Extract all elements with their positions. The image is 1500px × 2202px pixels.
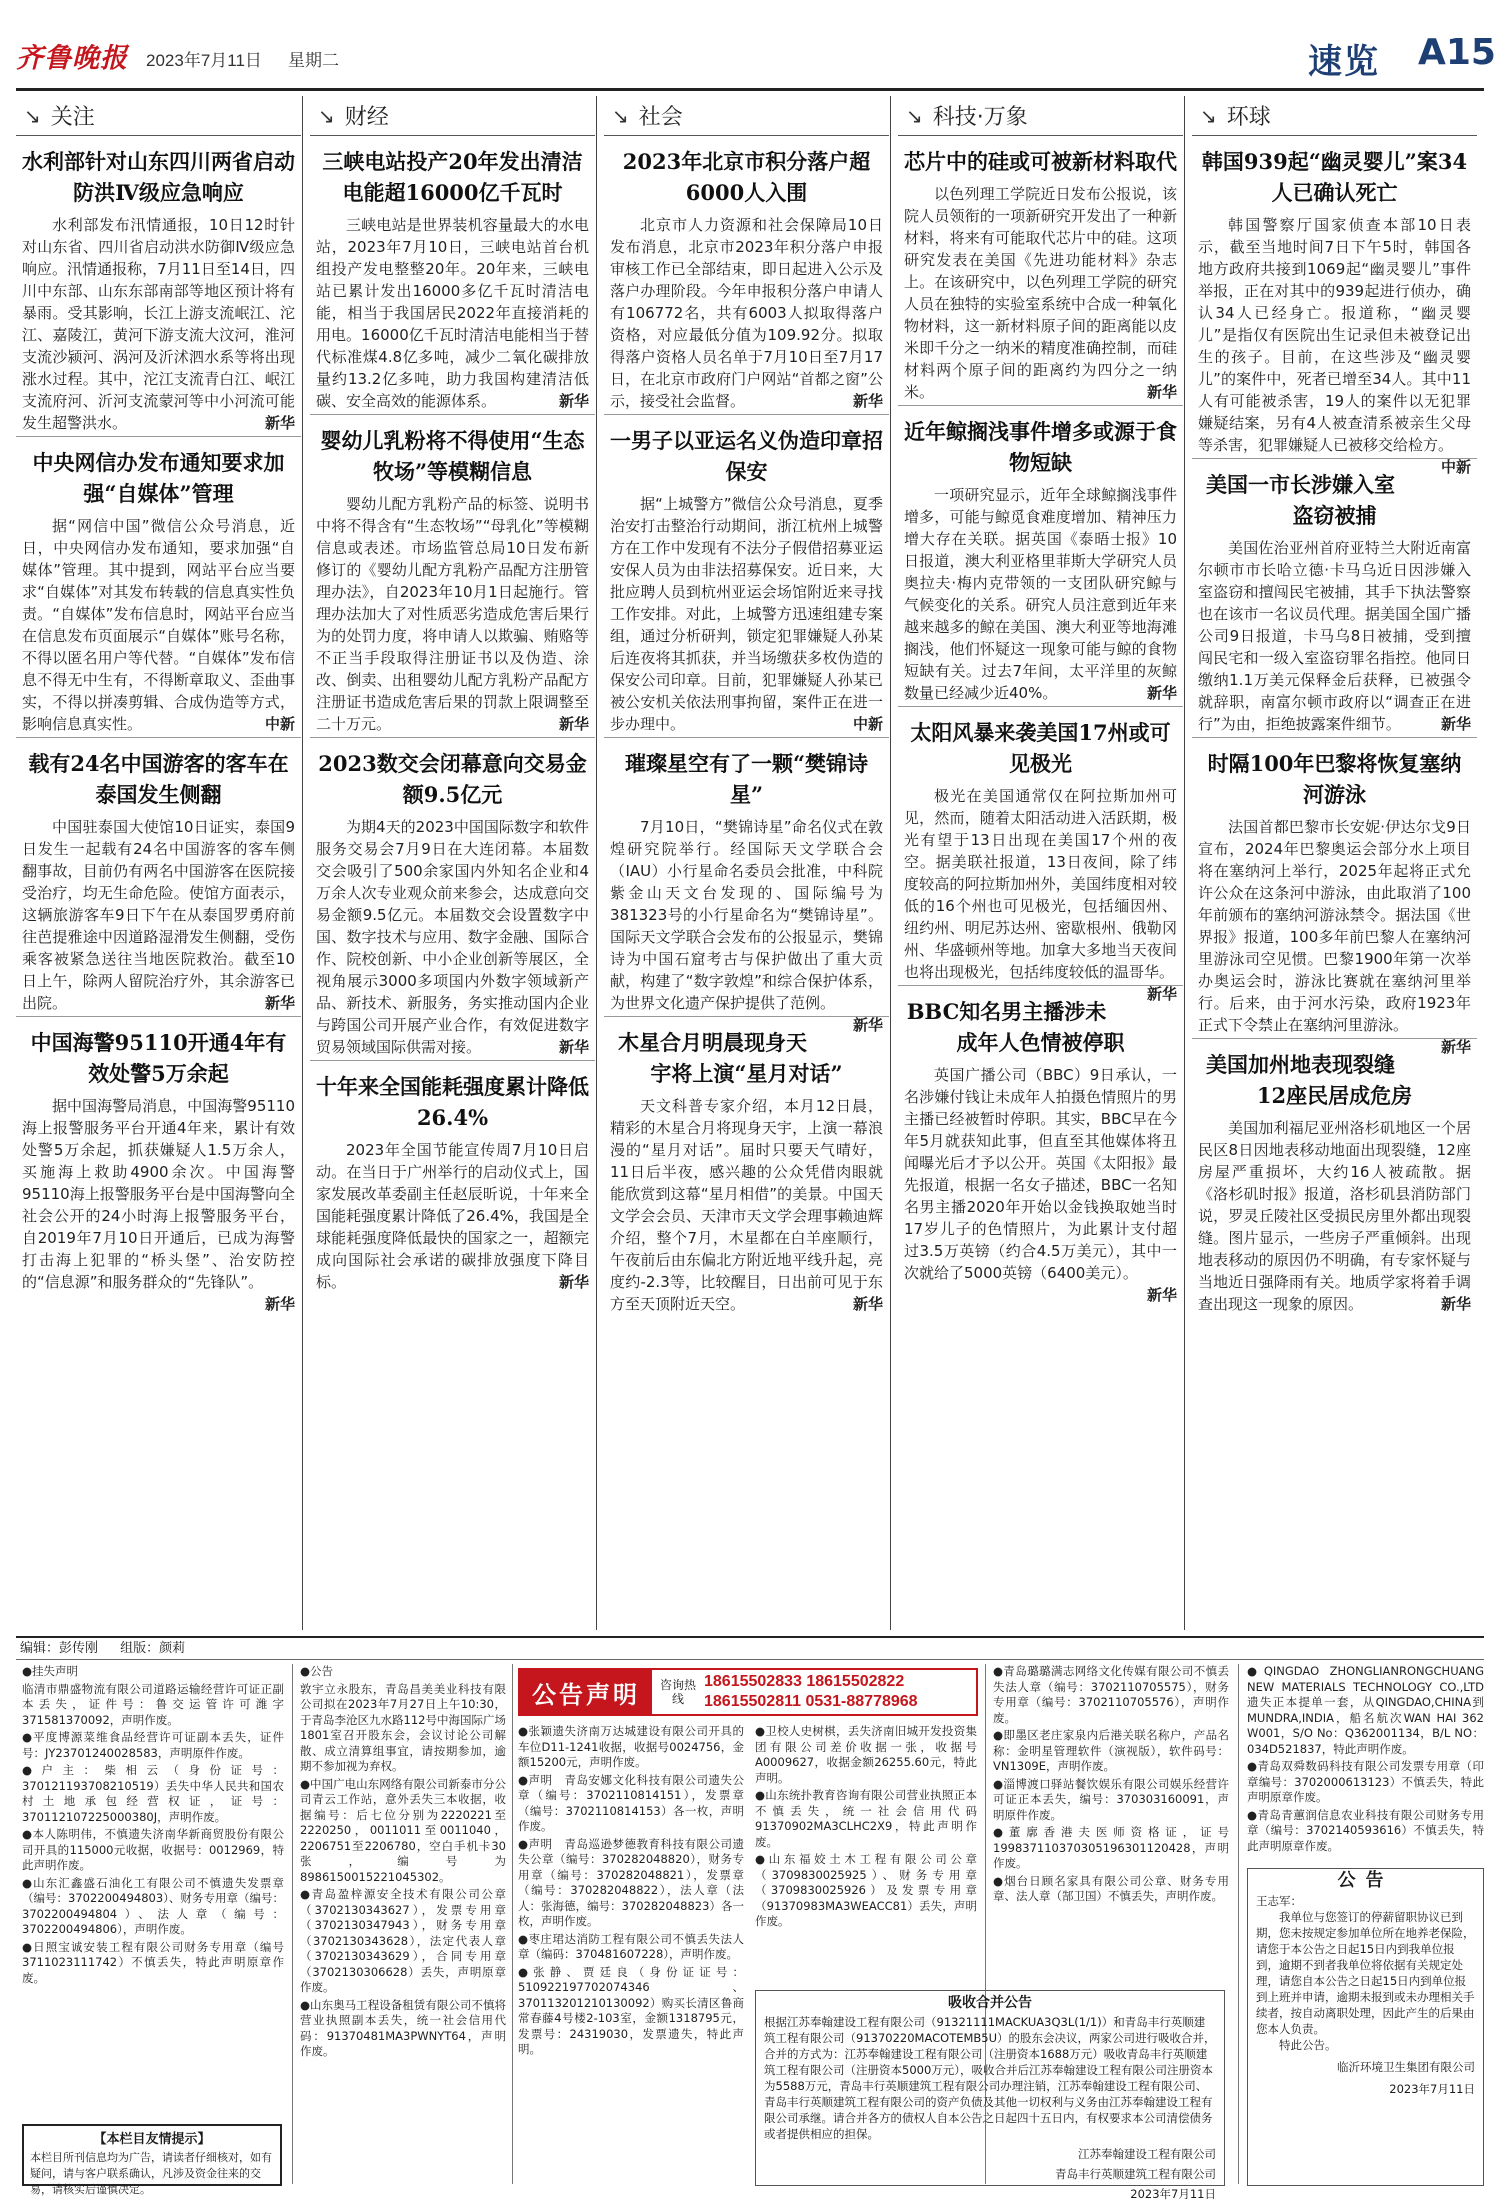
arrow-icon: ↘ [318, 103, 335, 128]
article-source: 新华 [264, 994, 295, 1012]
news-article [310, 414, 595, 737]
news-article [1192, 136, 1477, 476]
announcement-title: 公告 [1337, 1870, 1394, 1891]
column-header [604, 96, 889, 136]
article-text: 据中国海警局消息，中国海警95110海上报警服务平台开通4年来，累计有效处警5万余起，抓获嫌疑人1.5万余人，买施海上救助4900余次。中国海警95110海上报警服务平台是中国海警向全社会公开的24小时海上报警服务平台，自2019年7月10日开通后，已成为海警打击海上犯罪的“桥头堡”、治安防控的“信息源”和服务群众的“先锋队”。 [22, 1097, 295, 1291]
classified-notice: ●董廓香港夫医师资格证，证号199837110370305196301120428，声明作废。 [993, 1825, 1229, 1870]
article-headline: 近年鲸搁浅事件增多或源于食物短缺 [904, 419, 1177, 475]
notices-column-3 [518, 1724, 744, 2184]
article-source: 新华 [852, 1295, 883, 1313]
article-headline: 载有24名中国游客的客车在泰国发生侧翻 [28, 751, 289, 807]
news-article [1192, 737, 1477, 1056]
notice-ad-banner [518, 1668, 978, 1716]
column-name: 环球 [1226, 105, 1271, 130]
merger-signature-2: 青岛丰行英顺建筑工程有限公司 [1055, 2167, 1216, 2181]
article-source: 新华 [264, 414, 295, 432]
classified-notice: ●青岛盈梓源安全技术有限公司公章（3702130343627），发票专用章（3702130347943），财务专用章（3702130343628），法定代表人章（3702130343629），合同专用章（3702130306628）丢失，声明原章作废。 [300, 1887, 506, 1994]
classified-notice: ●山东汇鑫盛石油化工有限公司不慎遗失发票章（编号：3702200494803）、财务专用章（编号：3702200494804）、法人章（编号：3702200494806），声明作废。 [22, 1875, 284, 1936]
article-body [610, 493, 883, 735]
classified-notice: ●平度博源菜维食品经营许可证副本丢失，证件号：JY23701240028583，声明原件作废。 [22, 1730, 284, 1760]
article-source: 中新 [264, 715, 295, 733]
article-headline: 2023数交会闭幕意向交易金额9.5亿元 [318, 751, 587, 807]
classified-notice: ●山东奥马工程设备租赁有限公司不慎将营业执照副本丢失，统一社会信用代码：91370481MA3PWNYT64，声明作废。 [300, 1997, 506, 2058]
article-source: 新华 [264, 1295, 295, 1313]
article-body [22, 214, 295, 434]
article-headline: 璀璨星空有了一颗“樊锦诗星” [624, 751, 869, 807]
article-text: 婴幼儿配方乳粉产品的标签、说明书中将不得含有“生态牧场”“母乳化”等模糊信息或表述。市场监管总局10日发布新修订的《婴幼儿配方乳粉产品配方注册管理办法》，自2023年10月1日起施行。管理办法加大了对性质恶劣造成危害后果行为的处罚力度，将申请人以欺骗、贿赂等不正当手段取得注册证书以及伪造、涂改、倒卖、出租婴幼儿配方乳粉产品配方注册证书造成危害后果的罚款上限调整至二十万元。 [316, 495, 589, 733]
article-text: 三峡电站是世界装机容量最大的水电站，2023年7月10日，三峡电站首台机组投产发电整整20年。20年来，三峡电站已累计发出16000多亿千瓦时清洁电能，相当于我国居民2022年直接消耗的用电。16000亿千瓦时清洁电能相当于替代标准煤4.8亿多吨，减少二氧化碳排放量约13.2亿多吨，助力我国构建清洁低碳、安全高效的能源体系。 [316, 216, 589, 410]
article-headline: 时隔100年巴黎将恢复塞纳河游泳 [1207, 751, 1462, 807]
masthead-rule [16, 88, 1484, 91]
news-article [604, 136, 889, 414]
classified-notice: 临清市鼎盛物流有限公司道路运输经营许可证正副本丢失，证件号：鲁交运管许可潍字371581370092，声明作废。 [22, 1681, 284, 1727]
article-body [904, 785, 1177, 1003]
arrow-icon: ↘ [24, 103, 41, 128]
article-source: 新华 [852, 1016, 883, 1034]
article-body [1198, 537, 1471, 735]
article-headline: 韩国939起“幽灵婴儿”案34人已确认死亡 [1201, 149, 1468, 205]
article-body [316, 214, 589, 412]
column-name: 科技·万象 [932, 105, 1028, 130]
notices-column-6 [1247, 1664, 1484, 1864]
article-source: 新华 [1146, 383, 1177, 401]
article-source: 中新 [1440, 458, 1471, 476]
article-body [904, 484, 1177, 704]
ad-phone-line-2: 18615502811 0531-88778968 [704, 1693, 918, 1710]
notices-divider [292, 1664, 293, 2184]
classified-notice: ●山东统扑教育咨询有限公司营业执照正本不慎丢失，统一社会信用代码91370902MA3CLHC2X9，特此声明作废。 [755, 1788, 977, 1849]
column-divider [596, 96, 597, 1630]
designer-credit: 组版：颜莉 [120, 1641, 186, 1656]
news-column [604, 96, 889, 1630]
news-column [310, 96, 595, 1630]
classified-notice: ●张静、贾廷良（身份证证号：510922197702074346、370113201210130092）购买长清区鲁商常春藤4号楼2-103室，金额1318795元，发票号：24319030，发票遗失，特此声明。 [518, 1964, 744, 2056]
article-body [22, 515, 295, 735]
article-text: 英国广播公司（BBC）9日承认，一名涉嫌付钱让未成年人拍摄色情照片的男主播已经被暂时停职。其实，BBC早在今年5月就获知此事，但直至其他媒体将丑闻曝光后才予以公开。英国《太阳报》最先报道，根据一名女子描述，BBC一名知名男主播2020年开始以金钱换取她当时17岁儿子的色情照片，为此累计支付超过3.5万英镑（约合4.5万美元），其中一次就给了5000英镑（6400美元）。 [904, 1066, 1177, 1282]
page-number: A15 [1418, 32, 1496, 73]
article-text: 为期4天的2023中国国际数字和软件服务交易会7月9日在大连闭幕。本届数交会吸引了500余家国内外知名企业和4万余人次专业观众前来参会，达成意向交易金额9.5亿元。本届数交会设置数字中国、数字技术与应用、数字金融、国际合作、院校创新、中小企业创新等展区，全视角展示3000多项国内外数字领域新产品、新技术、新服务，务实推动国内企业与跨国公司开展产业合作，有效促进数字贸易领域国际供需对接。 [316, 818, 589, 1056]
article-headline: 一男子以亚运名义伪造印章招保安 [610, 428, 883, 484]
article-text: 天文科普专家介绍，本月12日晨，精彩的木星合月将现身天宇，上演一幕浪漫的“星月对话”。届时只要天气晴好，11日后半夜，感兴趣的公众凭借肉眼就能欣赏到这幕“星月相借”的美景。中国天文学会会员、天津市天文学会理事赖迪辉介绍，整个7月，木星都在白羊座顺行，午夜前后由东偏北方附近地平线升起，亮度约-2.3等，比较醒目，日出前可见于东方至天顶附近天空。 [610, 1097, 883, 1313]
merger-notice-title: 吸收合并公告 [948, 1995, 1032, 2011]
masthead [16, 28, 1496, 84]
section-title: 速览 [1308, 42, 1380, 82]
article-text: 据“网信中国”微信公众号消息，近日，中央网信办发布通知，要求加强“自媒体”管理。其中提到，网站平台应当要求“自媒体”对其发布转载的信息真实性负责。“自媒体”发布信息时，网站平台应当在信息发布页面展示“自媒体”账号名称，不得以匿名用户等代替。“自媒体”发布信息不得无中生有，不得断章取义、歪曲事实，不得以拼凑剪辑、合成伪造等方式，影响信息真实性。 [22, 517, 295, 733]
article-body [1198, 214, 1471, 476]
column-header [898, 96, 1183, 136]
classified-notice: ●张颖遗失济南万达城建设有限公司开具的车位D11-1241收据，收据号0024756，金额15200元，声明作废。 [518, 1724, 744, 1769]
news-article [1192, 1038, 1477, 1317]
announcement-text: 我单位与您签订的停薪留职协议已到期，您未按规定参加单位所在地养老保险，请您于本公告之日起15日内到我单位报到，逾期不到者我单位将依据有关规定处理，请您自本公告之日起15日内到单位报到上班并申请，逾期未报到或未办理相关手续者，按自动离职处理，因此产生的后果由您本人负责。 [1256, 1910, 1475, 2036]
news-article [898, 706, 1183, 1003]
article-body [610, 816, 883, 1034]
news-column [898, 96, 1183, 1630]
news-article [1192, 458, 1477, 737]
classified-notice: ●枣庄珺达消防工程有限公司不慎丢失法人章（编码：370481607228），声明作废。 [518, 1931, 744, 1961]
article-text: 水利部发布汛情通报，10日12时针对山东省、四川省启动洪水防御Ⅳ级应急响应。汛情通报称，7月11日至14日，四川中东部、山东东部南部等地区预计将有暴雨。受其影响，长江上游支流岷江、沱江、嘉陵江，黄河下游支流大汶河，淮河支流沙颍河、涡河及沂沭泗水系等将出现涨水过程。其中，沱江支流青白江、岷江支流府河、沂河支流蒙河等中小河流可能发生超警洪水。 [22, 216, 295, 432]
article-headline: 十年来全国能耗强度累计降低26.4% [316, 1074, 589, 1130]
article-text: 韩国警察厅国家侦查本部10日表示，截至当地时间7日下午5时，韩国各地方政府共接到1069起“幽灵婴儿”事件举报，正在对其中的939起进行侦办，确认34人已经身亡。报道称，“幽灵婴儿”是指仅有医院出生记录但未被登记出生的孩子。目前，在这些涉及“幽灵婴儿”的案件中，死者已增至34人。其中11人有可能被杀害，19人的案件以无犯罪嫌疑结案，另有4人被查清系被亲生父母等杀害，犯罪嫌疑人已被移交给检方。 [1198, 216, 1471, 454]
news-article [310, 136, 595, 414]
notices-divider [1238, 1664, 1239, 2184]
announcement-closing: 特此公告。 [1279, 2038, 1337, 2052]
article-source: 新华 [852, 392, 883, 410]
news-article [898, 136, 1183, 405]
classified-notice: ●声明 青岛巡逊梦德教育科技有限公司遗失公章（编号：370282048820），财务专用章（编号：370282048821），发票章（编号：370282048822），法人章（法人：张海德，编号：370282048823）各一枚，声明作废。 [518, 1836, 744, 1928]
news-article [16, 737, 301, 1016]
article-body [904, 183, 1177, 403]
article-text: 极光在美国通常仅在阿拉斯加州可见，然而，随着太阳活动进入活跃期，极光有望于13日出现在美国17个州的夜空。据美联社报道，13日夜间，除了纬度较高的阿拉斯加州外，美国纬度相对较低的16个州也可见极光，包括缅因州、纽约州、明尼苏达州、密歇根州、俄勒冈州、华盛顿州等地。加拿大多地当天夜间也将出现极光，包括纬度较低的温哥华。 [904, 787, 1177, 981]
article-headline: 美国一市长涉嫌入室盗窃被捕 [1205, 472, 1395, 528]
article-source: 中新 [852, 715, 883, 733]
classified-notice: ●卫校人史树棋，丢失济南旧城开发投资集团有限公司差价收据一张，收据号A0009627，收据金额26255.60元，特此声明。 [755, 1724, 977, 1785]
article-source: 新华 [558, 1038, 589, 1056]
news-article [310, 737, 595, 1060]
article-body [1198, 816, 1471, 1056]
article-text: 美国佐治亚州首府亚特兰大附近南富尔顿市市长哈立德·卡马乌近日因涉嫌入室盗窃和擅闯民宅被捕，其手下执法警察也在该市一名议员代理。据美国全国广播公司9日报道，卡马乌8日被捕，受到擅闯民宅和一级入室盗窃罪名指控。他同日缴纳1.1万美元保释金后获释，已被强令就辞职，南富尔顿市政府以“调查正在进行”为由，拒绝披露案件细节。 [1198, 539, 1471, 733]
column-header [1192, 96, 1477, 136]
article-text: 法国首都巴黎市长安妮·伊达尔戈9日宣布，2024年巴黎奥运会部分水上项目将在塞纳河上举行，2025年起将正式允许公众在这条河中游泳，由此取消了100年前颁布的塞纳河游泳禁令。据法国《世界报》报道，100多年前巴黎人在塞纳河里游泳司空见惯。巴黎1900年第一次举办奥运会时，游泳比赛就在塞纳河里举行。后来，由于河水污染，政府1923年正式下令禁止在塞纳河里游泳。 [1198, 818, 1471, 1034]
article-source: 新华 [558, 715, 589, 733]
ad-phone-line-1: 18615502833 18615502822 [704, 1673, 905, 1690]
announcement-addressee: 王志军： [1256, 1894, 1302, 1908]
arrow-icon: ↘ [906, 103, 923, 128]
article-headline: 中国海警95110开通4年有效处警5万余起 [30, 1030, 287, 1086]
article-headline: 太阳风暴来袭美国17州或可见极光 [910, 720, 1171, 776]
classified-notice: ●声明 青岛安娜文化科技有限公司遗失公章（编号：3702110814151），发票章（编号：3702110814153）各一枚，声明作废。 [518, 1772, 744, 1833]
article-source: 新华 [1440, 1295, 1471, 1313]
column-header [310, 96, 595, 136]
news-article [898, 985, 1183, 1304]
column-divider [1184, 96, 1185, 1630]
classified-notice: ●日照宝诚安装工程有限公司财务专用章（编号3711023111742）不慎丢失，特此声明原章作废。 [22, 1939, 284, 1985]
column-name: 社会 [638, 105, 683, 130]
news-article [16, 1016, 301, 1313]
classified-notice: ●公告 [300, 1664, 334, 1678]
merger-notice-text: 根据江苏奉翰建设工程有限公司（91321111MACKUA3Q3L(1/1)）和青岛丰行英顺建筑工程有限公司（91370220MACOTEMB5U）的股东会决议，两家公司进行吸收合并，合并的方式为：江苏奉翰建设工程有限公司（注册资本1688万元）吸收青岛丰行英顺建筑工程有限公司（注册资本5000万元），吸收合并后江苏奉翰建设工程有限公司注册资本为5588万元，青岛丰行英顺建筑工程有限公司办理注销，江苏奉翰建设工程有限公司、青岛丰行英顺建筑工程有限公司的资产负债及其他一切权利与义务由江苏奉翰建设工程有限公司承继。请合并各方的债权人自本公告之日起四十五日内，有权要求本公司清偿债务或者提供相应的担保。 [764, 2015, 1216, 2141]
article-headline: 水利部针对山东四川两省启动防洪Ⅳ级应急响应 [22, 149, 295, 205]
article-text: 北京市人力资源和社会保障局10日发布消息，北京市2023年积分落户申报审核工作已全部结束，即日起进入公示及落户办理阶段。今年申报积分落户申请人有106772名，共有6003人拟取得落户资格，对应最低分值为109.92分。拟取得落户资格人员名单于7月10日至7月17日，在北京市政府门户网站“首都之窗”公示，接受社会监督。 [610, 216, 883, 410]
arrow-icon: ↘ [1200, 103, 1217, 128]
column-divider [302, 96, 303, 1630]
article-headline: 中央网信办发布通知要求加强“自媒体”管理 [32, 450, 285, 506]
article-headline: 三峡电站投产20年发出清洁电能超16000亿千瓦时 [322, 149, 583, 205]
issue-weekday: 星期二 [288, 51, 339, 70]
classified-notice: ●青岛青蕙润信息农业科技有限公司财务专用章（编号：3702140593616）不慎丢失，特此声明原章作废。 [1247, 1807, 1484, 1853]
news-article [898, 405, 1183, 706]
article-text: 2023年全国节能宣传周7月10日启动。在当日于广州举行的启动仪式上，国家发展改革委副主任赵辰昕说，十年来全国能耗强度累计降低了26.4%，我国是全球能耗强度降低最快的国家之一，超额完成向国际社会承诺的碳排放强度下降目标。 [316, 1141, 589, 1291]
article-source: 新华 [1146, 684, 1177, 702]
article-text: 一项研究显示，近年全球鲸搁浅事件增多，可能与鲸觅食难度增加、精神压力增大存在关联。据英国《泰晤士报》10日报道，澳大利亚格里菲斯大学研究人员奥拉夫·梅内克带领的一支团队研究鲸与气候变化的关系。研究人员注意到近年来越来越多的鲸在美国、澳大利亚等地海滩搁浅，他们怀疑这一现象可能与鲸的食物短缺有关。过去7年间，太平洋里的灰鲸数量已经减少近40%。 [904, 486, 1177, 702]
announcement-org: 临沂环境卫生集团有限公司 [1337, 2060, 1475, 2074]
column-name: 关注 [50, 105, 95, 130]
friendly-reminder-title: 【本栏目友情提示】 [93, 2132, 211, 2147]
article-headline: 2023年北京市积分落户超6000人入围 [622, 149, 871, 205]
column-divider [890, 96, 891, 1630]
classified-notice: ●中国广电山东网络有限公司新泰市分公司青云工作站，意外丢失三本收据，收据编号：后七位分别为2220221至2220250，0011011至0011040，2206751至2206780，空白手机卡30张，编号为8986150015221045302。 [300, 1776, 506, 1884]
article-body [1198, 1117, 1471, 1315]
classified-notice: ●即墨区老庄家泉内后港关联名称户，产品名称：金明星管理软件（演视版），软件码号：VN1309E，声明作废。 [993, 1728, 1229, 1773]
article-headline: 芯片中的硅或可被新材料取代 [904, 149, 1177, 174]
friendly-reminder-text: 本栏目所刊信息均为广告，请读者仔细核对，如有疑问，请与客户联系确认，凡涉及资金往来的交易，请核实后谨慎决定。 [30, 2151, 272, 2196]
article-body [904, 1064, 1177, 1304]
news-article [16, 436, 301, 737]
article-text: 据“上城警方”微信公众号消息，夏季治安打击整治行动期间，浙江杭州上城警方在工作中发现有不法分子假借招募亚运安保人员为由非法招募保安。近日来，大批应聘人员到杭州亚运会场馆附近来寻找工作安排。对此，上城警方迅速组建专案组，通过分析研判，锁定犯罪嫌疑人孙某后连夜将其抓获，并当场缴获多枚伪造的保安公司印章。目前，犯罪嫌疑人孙某已被公安机关依法刑事拘留，案件正在进一步办理中。 [610, 495, 883, 733]
article-headline: 美国加州地表现裂缝12座民居成危房 [1205, 1052, 1413, 1108]
notices-column-4 [755, 1724, 977, 1984]
classified-notice: ●QINGDAO ZHONGLIANRONGCHUANG NEW MATERIALS TECHNOLOGY CO.,LTD遗失正本提单一套，从QINGDAO,CHINA到MUNDRA,INDIA，船名航次WAN HAI 362 W001，S/O No：Q362001134，B/L NO：034D521837，特此声明作废。 [1247, 1664, 1484, 1756]
news-article [310, 1060, 595, 1295]
friendly-reminder-box [22, 2124, 282, 2196]
article-source: 新华 [558, 392, 589, 410]
ad-hotline-label: 咨询热线 [659, 1678, 696, 1706]
column-header [16, 96, 301, 136]
column-name: 财经 [344, 105, 389, 130]
notices-column-1 [22, 1664, 284, 2114]
public-announcement [1247, 1868, 1484, 2186]
news-column [1192, 96, 1477, 1630]
article-source: 新华 [1146, 985, 1177, 1003]
editors-line [16, 1636, 1484, 1660]
notices-divider [512, 1664, 513, 2184]
issue-date: 2023年7月11日 [146, 51, 262, 70]
article-source: 新华 [1440, 1038, 1471, 1056]
classified-notice: ●青岛璐璐满志网络文化传媒有限公司不慎丢失法人章（编号：3702110705575），财务专用章（编号：3702110705576），声明作废。 [993, 1664, 1229, 1725]
notices-column-5 [993, 1664, 1229, 1984]
article-source: 新华 [1440, 715, 1471, 733]
article-body [316, 816, 589, 1058]
classified-notice: 敦宇立永股东，青岛昌美美业科技有限公司拟在2023年7月27日上午10:30，于青岛李沧区九水路112号中海国际广场1801室召开股东会，会议讨论公司解散、成立清算组事宜，请按期参加，逾期不参加视为弃权。 [300, 1681, 506, 1773]
article-text: 7月10日，“樊锦诗星”命名仪式在敦煌研究院举行。经国际天文学联合会（IAU）小行星命名委员会批准，中科院紫金山天文台发现的、国际编号为381323号的小行星命名为“樊锦诗星”。国际天文学联合会发布的公报显示，樊锦诗为中国石窟考古与保护做出了重大贡献，构建了“数字敦煌”和综合保护体系，为世界文化遗产保护提供了范例。 [610, 818, 883, 1012]
arrow-icon: ↘ [612, 103, 629, 128]
article-body [316, 493, 589, 735]
article-headline: BBC知名男主播涉未成年人色情被停职 [906, 999, 1125, 1055]
news-column [16, 96, 301, 1630]
article-body [610, 1095, 883, 1315]
article-source: 新华 [1146, 1286, 1177, 1304]
classified-notice: ●烟台日顾名家具有限公司公章、财务专用章、法人章（郜卫国）不慎丢失，声明作废。 [993, 1873, 1229, 1903]
notices-column-2 [300, 1664, 506, 2184]
classified-notice: ●户主：柴相云（身份证号：370121193708210519）丢失中华人民共和国农村土地承包经营权证，证号：370112107225000380J，声明作废。 [22, 1763, 284, 1824]
newspaper-logo: 齐鲁晚报 [16, 43, 128, 74]
classified-notice: ●青岛双舜数码科技有限公司发票专用章（印章编号：3702000613123）不慎丢失，特此声明原章作废。 [1247, 1759, 1484, 1804]
news-article [604, 1016, 889, 1317]
article-text: 中国驻泰国大使馆10日证实，泰国9日发生一起载有24名中国游客的客车侧翻事故，目前仍有两名中国游客在医院接受治疗，均无生命危险。使馆方面表示，这辆旅游客车9日下午在从泰国罗勇府前往芭提雅途中因道路湿滑发生侧翻，受伤乘客被紧急送往当地医院救治。截至10日上午，除两人留院治疗外，其余游客已出院。 [22, 818, 295, 1012]
classified-notice: ●淄博渡口驿站餐饮娱乐有限公司娱乐经营许可证正本丢失，编号：370303160091，声明原件作废。 [993, 1776, 1229, 1822]
article-body [610, 214, 883, 412]
classified-notice: ●挂失声明 [22, 1664, 79, 1678]
announcement-date: 2023年7月11日 [1389, 2082, 1475, 2096]
article-headline: 婴幼儿乳粉将不得使用“生态牧场”等模糊信息 [320, 428, 585, 484]
article-headline: 木星合月明晨现身天宇将上演“星月对话” [617, 1030, 843, 1086]
article-body [316, 1139, 589, 1293]
news-article [16, 136, 301, 436]
news-article [604, 414, 889, 737]
article-body [22, 816, 295, 1014]
classified-notice: ●本人陈明伟，不慎遗失济南华新商贸股份有限公司开具的115000元收据，收据号：0012969，特此声明作废。 [22, 1827, 284, 1872]
classified-notice: ●山东福姣土木工程有限公司公章（3709830025925）、财务专用章（3709830025926）及发票专用章（91370983MA3WEACC81）丢失，声明作废。 [755, 1852, 977, 1928]
article-source: 新华 [558, 1273, 589, 1291]
merger-signature-1: 江苏奉翰建设工程有限公司 [1078, 2147, 1216, 2161]
article-text: 以色列理工学院近日发布公报说，该院人员领衔的一项新研究开发出了一种新材料，将来有可能取代芯片中的硅。这项研究发表在美国《先进功能材料》杂志上。在该研究中，以色列理工学院的研究人员在独特的实验室系统中合成一种氧化物材料，这一新材料原子间的距离能以皮米即千分之一纳米的精度准确控制，而硅材料两个原子间的距离约为四分之一纳米。 [904, 185, 1177, 401]
news-article [604, 737, 889, 1034]
merger-notice [755, 1990, 1225, 2201]
article-body [22, 1095, 295, 1313]
ad-banner-title: 公告声明 [520, 1670, 652, 1714]
merger-date: 2023年7月11日 [1130, 2187, 1216, 2201]
editor-credit: 编辑：彭传刚 [20, 1641, 99, 1656]
article-text: 美国加利福尼亚州洛杉矶地区一个居民区8日因地表移动地面出现裂缝，12座房屋严重损坏，大约16人被疏散。据《洛杉矶时报》报道，洛杉矶县消防部门说，罗灵丘陵社区受损民房里外都出现裂缝。图片显示，一些房子严重倾斜。出现地表移动的原因仍不明确，有专家怀疑与当地近日强降雨有关。地质学家将着手调查出现这一现象的原因。 [1198, 1119, 1471, 1313]
